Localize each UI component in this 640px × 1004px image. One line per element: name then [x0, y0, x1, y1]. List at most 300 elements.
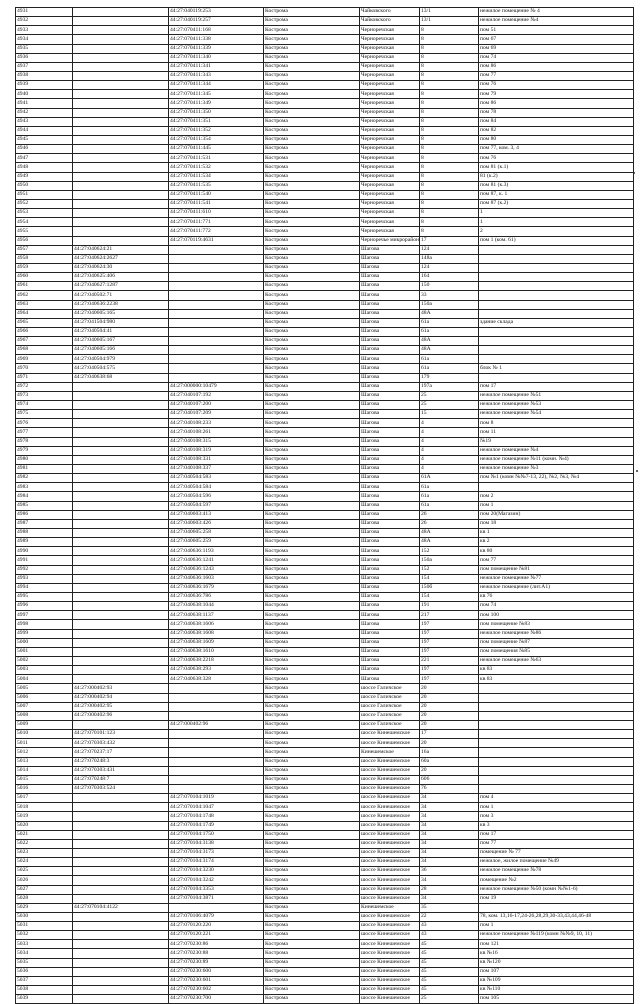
premises-cell: нежилое помещение №86 [479, 629, 634, 638]
city-cell: Кострома [264, 510, 360, 519]
object-cadastral-number-cell: 44:27:070104:3242 [169, 876, 264, 885]
land-cadastral-number-cell [73, 483, 169, 492]
object-cadastral-number-cell: 44:27:040504:597 [169, 501, 264, 510]
house-number-cell: 48А [420, 337, 479, 346]
city-cell: Кострома [264, 693, 360, 702]
table-row [16, 894, 634, 903]
city-cell: Кострома [264, 410, 360, 419]
table-row [16, 53, 634, 62]
object-cadastral-number-cell: 44:27:070230:600 [169, 967, 264, 976]
city-cell: Кострома [264, 327, 360, 336]
row-number-cell: 5036 [16, 967, 73, 976]
house-number-cell: 150б [420, 583, 479, 592]
premises-cell: 1 [479, 209, 634, 218]
street-cell: Шагова [360, 273, 420, 282]
house-number-cell: 33 [420, 291, 479, 300]
house-number-cell: 197 [420, 620, 479, 629]
house-number-cell: 4 [420, 446, 479, 455]
house-number-cell: 28 [420, 885, 479, 894]
row-number-cell: 5002 [16, 656, 73, 665]
street-cell: шоссе Кинешемское [360, 967, 420, 976]
object-cadastral-number-cell: 44:27:040504:583 [169, 474, 264, 483]
row-number-cell: 5028 [16, 894, 73, 903]
city-cell: Кострома [264, 583, 360, 592]
premises-cell [479, 757, 634, 766]
object-cadastral-number-cell: 44:27:040108:337 [169, 465, 264, 474]
house-number-cell: 8 [420, 71, 479, 80]
row-number-cell: 5017 [16, 794, 73, 803]
house-number-cell: 606 [420, 775, 479, 784]
street-cell: Черноречская [360, 71, 420, 80]
house-number-cell: 13/1 [420, 17, 479, 26]
street-cell: Черноречская [360, 181, 420, 190]
table-row [16, 976, 634, 985]
city-cell: Кострома [264, 53, 360, 62]
table-row [16, 391, 634, 400]
street-cell: шоссе Кинешемское [360, 739, 420, 748]
city-cell: Кострома [264, 145, 360, 154]
object-cadastral-number-cell: 44:27:040603:413 [169, 510, 264, 519]
row-number-cell: 5016 [16, 784, 73, 793]
house-number-cell: 20 [420, 720, 479, 729]
land-cadastral-number-cell [73, 647, 169, 656]
row-number-cell: 5033 [16, 940, 73, 949]
land-cadastral-number-cell: 44:27:040605:165 [73, 309, 169, 318]
city-cell: Кострома [264, 766, 360, 775]
premises-cell: пом 77 [479, 556, 634, 565]
object-cadastral-number-cell: 44:27:070411:344 [169, 81, 264, 90]
street-cell: шоссе Кинешемское [360, 757, 420, 766]
row-number-cell: 4993 [16, 574, 73, 583]
street-cell: Черноречская [360, 190, 420, 199]
city-cell: Кострома [264, 437, 360, 446]
house-number-cell: 150 [420, 282, 479, 291]
row-number-cell: 4971 [16, 373, 73, 382]
object-cadastral-number-cell: 44:27:070120:220 [169, 922, 264, 931]
premises-cell: пом 17 [479, 382, 634, 391]
street-cell: шоссе Кинешемское [360, 730, 420, 739]
land-cadastral-number-cell [73, 181, 169, 190]
house-number-cell: 34 [420, 858, 479, 867]
street-cell: шоссе Кинешемское [360, 949, 420, 958]
street-cell: Шагова [360, 647, 420, 656]
house-number-cell: 4 [420, 419, 479, 428]
row-number-cell: 4995 [16, 593, 73, 602]
row-number-cell: 4997 [16, 611, 73, 620]
city-cell: Кострома [264, 730, 360, 739]
house-number-cell: 34 [420, 894, 479, 903]
city-cell: Кострома [264, 803, 360, 812]
row-number-cell: 4988 [16, 529, 73, 538]
city-cell: Кострома [264, 574, 360, 583]
land-cadastral-number-cell [73, 209, 169, 218]
table-row [16, 876, 634, 885]
house-number-cell: 8 [420, 190, 479, 199]
table-row [16, 565, 634, 574]
object-cadastral-number-cell: 44:27:070230:89 [169, 958, 264, 967]
row-number-cell: 4994 [16, 583, 73, 592]
street-cell: Чайковского [360, 8, 420, 17]
object-cadastral-number-cell [169, 766, 264, 775]
object-cadastral-number-cell: 44:27:040638:1137 [169, 611, 264, 620]
land-cadastral-number-cell [73, 720, 169, 729]
house-number-cell: 26 [420, 519, 479, 528]
object-cadastral-number-cell: 44:27:040638:293 [169, 666, 264, 675]
scan-speck [633, 172, 635, 174]
house-number-cell: 48А [420, 529, 479, 538]
row-number-cell: 4958 [16, 254, 73, 263]
house-number-cell: 34 [420, 812, 479, 821]
premises-cell: пом 74 [479, 602, 634, 611]
premises-cell: нежилое помещение №119 (комн №№9, 10, 11) [479, 931, 634, 940]
land-cadastral-number-cell [73, 465, 169, 474]
table-row [16, 620, 634, 629]
premises-cell: пом 8 [479, 419, 634, 428]
street-cell: шоссе Кинешемское [360, 830, 420, 839]
row-number-cell: 5022 [16, 839, 73, 848]
object-cadastral-number-cell: 44:27:070411:532 [169, 163, 264, 172]
land-cadastral-number-cell [73, 53, 169, 62]
row-number-cell: 4969 [16, 355, 73, 364]
table-row [16, 437, 634, 446]
city-cell: Кострома [264, 172, 360, 181]
street-cell: Черноречская [360, 199, 420, 208]
land-cadastral-number-cell [73, 867, 169, 876]
house-number-cell: 43 [420, 931, 479, 940]
object-cadastral-number-cell: 44:27:070411:349 [169, 99, 264, 108]
row-number-cell: 4938 [16, 71, 73, 80]
premises-cell: нежилое помещение №63 [479, 656, 634, 665]
house-number-cell: 25 [420, 401, 479, 410]
object-cadastral-number-cell: 44:27:040636:1603 [169, 574, 264, 583]
city-cell: Кострома [264, 364, 360, 373]
house-number-cell: 17 [420, 236, 479, 245]
premises-cell: здание склада [479, 318, 634, 327]
row-number-cell: 4931 [16, 8, 73, 17]
street-cell: Черноречская [360, 53, 420, 62]
house-number-cell: 148а [420, 254, 479, 263]
row-number-cell: 4996 [16, 602, 73, 611]
object-cadastral-number-cell: 44:27:070106:4079 [169, 912, 264, 921]
street-cell: шоссе Галичское [360, 684, 420, 693]
city-cell: Кострома [264, 492, 360, 501]
street-cell: Шагова [360, 327, 420, 336]
premises-cell: пом 76 [479, 154, 634, 163]
city-cell: Кострома [264, 474, 360, 483]
table-row [16, 629, 634, 638]
premises-cell [479, 693, 634, 702]
premises-cell: блок № 1 [479, 364, 634, 373]
object-cadastral-number-cell: 44:27:070411:445 [169, 145, 264, 154]
premises-cell: пом 74 [479, 53, 634, 62]
row-number-cell: 4985 [16, 501, 73, 510]
row-number-cell: 4949 [16, 172, 73, 181]
house-number-cell: 4 [420, 437, 479, 446]
land-cadastral-number-cell: 44:27:040504:41 [73, 327, 169, 336]
object-cadastral-number-cell: 44:27:040119:257 [169, 17, 264, 26]
city-cell: Кострома [264, 35, 360, 44]
table-row [16, 647, 634, 656]
premises-cell: №19 [479, 437, 634, 446]
table-row [16, 245, 634, 254]
premises-cell: нежилое помещение №51 [479, 391, 634, 400]
house-number-cell: 8 [420, 44, 479, 53]
object-cadastral-number-cell: 44:27:040504:596 [169, 492, 264, 501]
land-cadastral-number-cell [73, 583, 169, 592]
table-row [16, 593, 634, 602]
object-cadastral-number-cell: 44:27:040638:328 [169, 675, 264, 684]
table-row [16, 190, 634, 199]
object-cadastral-number-cell [169, 273, 264, 282]
land-cadastral-number-cell [73, 638, 169, 647]
premises-cell: пом 1 (ком. 61) [479, 236, 634, 245]
house-number-cell: 60а [420, 757, 479, 766]
row-number-cell: 4975 [16, 410, 73, 419]
table-row [16, 858, 634, 867]
house-number-cell: 61а [420, 483, 479, 492]
street-cell: шоссе Кинешемское [360, 812, 420, 821]
city-cell: Кострома [264, 940, 360, 949]
row-number-cell: 4978 [16, 437, 73, 446]
house-number-cell: 8 [420, 35, 479, 44]
house-number-cell: 8 [420, 26, 479, 35]
table-row [16, 465, 634, 474]
premises-cell: кв 1 [479, 529, 634, 538]
street-cell: шоссе Кинешемское [360, 885, 420, 894]
house-number-cell: 61а [420, 364, 479, 373]
city-cell: Кострома [264, 876, 360, 885]
land-cadastral-number-cell: 44:27:070237:17 [73, 748, 169, 757]
street-cell: Шагова [360, 428, 420, 437]
row-number-cell: 5025 [16, 867, 73, 876]
table-row [16, 446, 634, 455]
land-cadastral-number-cell [73, 538, 169, 547]
table-row [16, 309, 634, 318]
object-cadastral-number-cell: 44:27:070411:343 [169, 71, 264, 80]
city-cell: Кострома [264, 684, 360, 693]
street-cell: Кинешемское [360, 748, 420, 757]
object-cadastral-number-cell: 44:27:040638:1608 [169, 629, 264, 638]
object-cadastral-number-cell [169, 711, 264, 720]
object-cadastral-number-cell: 44:27:040638:1606 [169, 620, 264, 629]
house-number-cell: 20 [420, 693, 479, 702]
object-cadastral-number-cell: 44:27:070104:3871 [169, 894, 264, 903]
land-cadastral-number-cell: 44:27:040504:979 [73, 355, 169, 364]
table-row [16, 382, 634, 391]
land-cadastral-number-cell [73, 8, 169, 17]
register-sheet [15, 7, 633, 1004]
row-number-cell: 5039 [16, 995, 73, 1004]
land-cadastral-number-cell [73, 401, 169, 410]
house-number-cell: 22 [420, 912, 479, 921]
object-cadastral-number-cell: 44:27:070230:602 [169, 986, 264, 995]
object-cadastral-number-cell: 44:27:070230:88 [169, 949, 264, 958]
street-cell: Шагова [360, 291, 420, 300]
table-row [16, 766, 634, 775]
object-cadastral-number-cell: 44:27:070104:3173 [169, 848, 264, 857]
land-cadastral-number-cell [73, 99, 169, 108]
row-number-cell: 4973 [16, 391, 73, 400]
land-cadastral-number-cell [73, 455, 169, 464]
land-cadastral-number-cell [73, 62, 169, 71]
object-cadastral-number-cell: 44:27:070230:700 [169, 995, 264, 1004]
land-cadastral-number-cell: 44:27:070104:4122 [73, 903, 169, 912]
city-cell: Кострома [264, 647, 360, 656]
premises-cell: пом 86 [479, 62, 634, 71]
row-number-cell: 4955 [16, 227, 73, 236]
row-number-cell: 5030 [16, 912, 73, 921]
house-number-cell: 8 [420, 172, 479, 181]
premises-cell [479, 309, 634, 318]
land-cadastral-number-cell [73, 967, 169, 976]
city-cell: Кострома [264, 976, 360, 985]
table-row [16, 611, 634, 620]
premises-cell: нежилое помещение №11 (комн. №4) [479, 455, 634, 464]
house-number-cell: 221 [420, 656, 479, 665]
street-cell: Черноречская [360, 135, 420, 144]
city-cell: Кострома [264, 666, 360, 675]
city-cell: Кострома [264, 986, 360, 995]
table-row [16, 44, 634, 53]
row-number-cell: 5015 [16, 775, 73, 784]
premises-cell [479, 355, 634, 364]
premises-cell: пом 20(Магазин) [479, 510, 634, 519]
city-cell: Кострома [264, 199, 360, 208]
street-cell: Шагова [360, 410, 420, 419]
city-cell: Кострома [264, 912, 360, 921]
land-cadastral-number-cell: 44:27:040504:575 [73, 364, 169, 373]
street-cell: Шагова [360, 373, 420, 382]
street-cell: Шагова [360, 483, 420, 492]
premises-cell [479, 711, 634, 720]
premises-cell: пом 77 [479, 839, 634, 848]
house-number-cell: 217 [420, 611, 479, 620]
row-number-cell: 4933 [16, 26, 73, 35]
premises-cell [479, 327, 634, 336]
premises-cell: кв №16 [479, 949, 634, 958]
table-row [16, 17, 634, 26]
city-cell: Кострома [264, 656, 360, 665]
land-cadastral-number-cell [73, 492, 169, 501]
city-cell: Кострома [264, 401, 360, 410]
table-row [16, 318, 634, 327]
row-number-cell: 4941 [16, 99, 73, 108]
table-row [16, 784, 634, 793]
object-cadastral-number-cell: 44:27:070119:4631 [169, 236, 264, 245]
table-row [16, 519, 634, 528]
object-cadastral-number-cell [169, 346, 264, 355]
street-cell: шоссе Кинешемское [360, 821, 420, 830]
land-cadastral-number-cell [73, 218, 169, 227]
table-row [16, 163, 634, 172]
row-number-cell: 4959 [16, 263, 73, 272]
city-cell: Кострома [264, 529, 360, 538]
house-number-cell: 197 [420, 638, 479, 647]
premises-cell: пом 107 [479, 967, 634, 976]
house-number-cell: 61а [420, 355, 479, 364]
street-cell: Шагова [360, 675, 420, 684]
street-cell: шоссе Кинешемское [360, 958, 420, 967]
table-row [16, 35, 634, 44]
table-row [16, 300, 634, 309]
row-number-cell: 4990 [16, 547, 73, 556]
street-cell: Черноречская [360, 108, 420, 117]
row-number-cell: 4947 [16, 154, 73, 163]
object-cadastral-number-cell: 44:27:040605:258 [169, 529, 264, 538]
street-cell: шоссе Галичское [360, 711, 420, 720]
row-number-cell: 4934 [16, 35, 73, 44]
premises-cell: пом 77 [479, 71, 634, 80]
table-row [16, 291, 634, 300]
city-cell: Кострома [264, 282, 360, 291]
street-cell: Шагова [360, 611, 420, 620]
house-number-cell: 36 [420, 867, 479, 876]
object-cadastral-number-cell: 44:27:040638:1609 [169, 638, 264, 647]
premises-cell: пом 19 [479, 894, 634, 903]
house-number-cell: 45 [420, 958, 479, 967]
house-number-cell: 45 [420, 940, 479, 949]
house-number-cell: 76 [420, 784, 479, 793]
house-number-cell: 34 [420, 821, 479, 830]
row-number-cell: 5037 [16, 976, 73, 985]
premises-cell: помещение №2 [479, 876, 634, 885]
table-row [16, 209, 634, 218]
premises-cell: пом 3 [479, 812, 634, 821]
object-cadastral-number-cell: 44:27:070104:3230 [169, 867, 264, 876]
row-number-cell: 4974 [16, 401, 73, 410]
city-cell: Кострома [264, 391, 360, 400]
row-number-cell: 4936 [16, 53, 73, 62]
row-number-cell: 4989 [16, 538, 73, 547]
house-number-cell: 20 [420, 766, 479, 775]
land-cadastral-number-cell [73, 593, 169, 602]
table-row [16, 492, 634, 501]
premises-cell: кв №109 [479, 976, 634, 985]
premises-cell: 1 [479, 218, 634, 227]
row-number-cell: 5038 [16, 986, 73, 995]
house-number-cell: 197 [420, 666, 479, 675]
object-cadastral-number-cell [169, 748, 264, 757]
street-cell: Шагова [360, 318, 420, 327]
land-cadastral-number-cell [73, 620, 169, 629]
street-cell: Шагова [360, 437, 420, 446]
object-cadastral-number-cell: 44:27:070411:351 [169, 117, 264, 126]
table-row [16, 62, 634, 71]
city-cell: Кострома [264, 154, 360, 163]
street-cell: шоссе Кинешемское [360, 794, 420, 803]
house-number-cell: 61а [420, 327, 479, 336]
table-row [16, 455, 634, 464]
premises-cell: пом 81 (к.1) [479, 163, 634, 172]
table-row [16, 794, 634, 803]
land-cadastral-number-cell [73, 199, 169, 208]
land-cadastral-number-cell [73, 117, 169, 126]
premises-cell [479, 766, 634, 775]
object-cadastral-number-cell: 44:27:070411:168 [169, 26, 264, 35]
land-cadastral-number-cell [73, 656, 169, 665]
land-cadastral-number-cell: 44:27:040605:167 [73, 337, 169, 346]
row-number-cell: 4953 [16, 209, 73, 218]
street-cell: Шагова [360, 666, 420, 675]
table-row [16, 711, 634, 720]
premises-cell: пом 77, ком. 3, 4 [479, 145, 634, 154]
land-cadastral-number-cell [73, 410, 169, 419]
house-number-cell: 8 [420, 135, 479, 144]
object-cadastral-number-cell: 44:27:070411:340 [169, 53, 264, 62]
house-number-cell: 34 [420, 839, 479, 848]
object-cadastral-number-cell: 44:27:070411:541 [169, 199, 264, 208]
row-number-cell: 5014 [16, 766, 73, 775]
